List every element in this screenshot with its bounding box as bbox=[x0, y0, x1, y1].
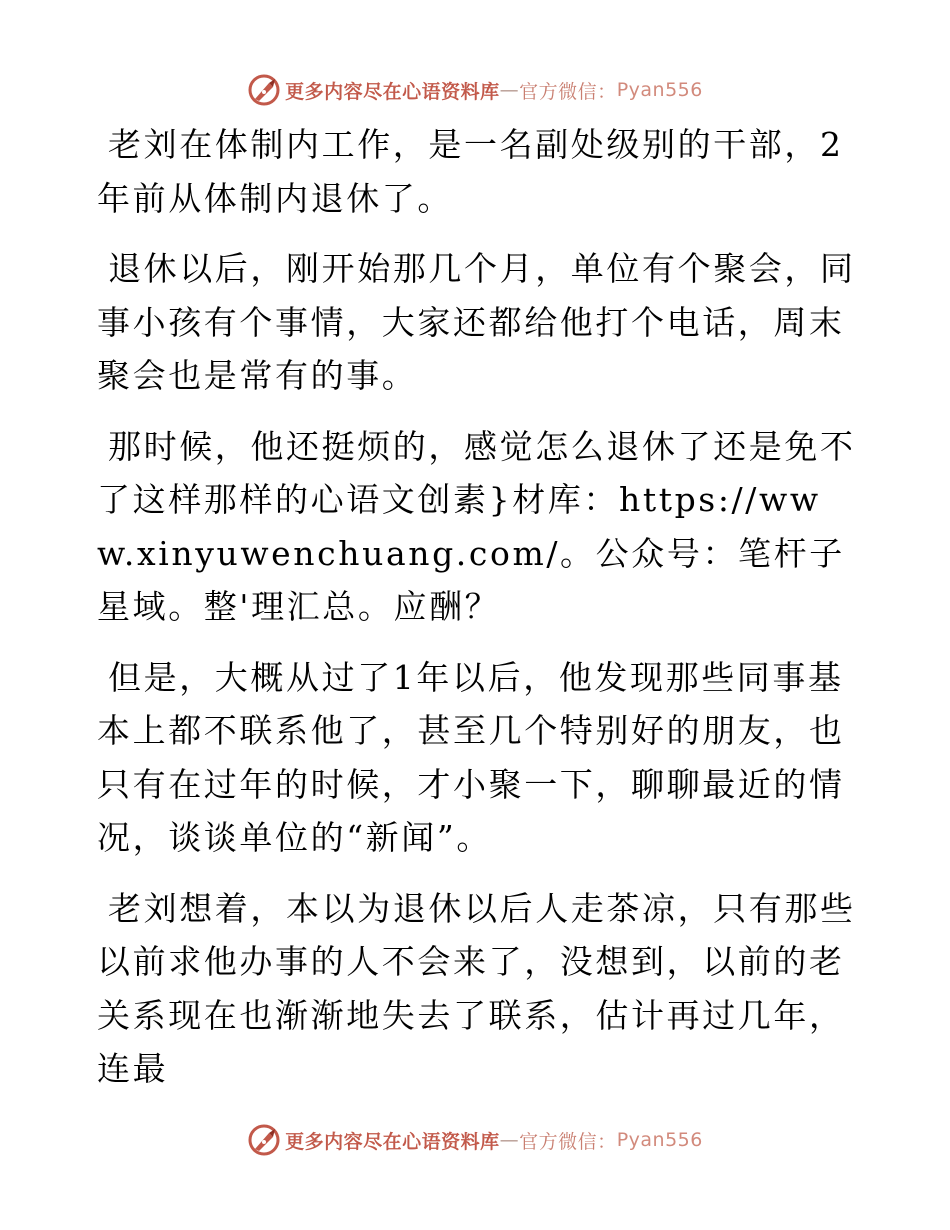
wechat-id: Pyan556 bbox=[616, 1129, 703, 1151]
banner-main-text: 更多内容尽在心语资料库 bbox=[285, 80, 500, 103]
paragraph: 老刘在体制内工作，是一名副处级别的干部，2年前从体制内退休了。 bbox=[97, 125, 844, 218]
paragraph: 退休以后，刚开始那几个月，单位有个聚会，同事小孩有个事情，大家还都给他打个电话，周末聚会也是常有的事。 bbox=[97, 249, 856, 395]
document-body bbox=[97, 118, 857, 1113]
header-banner bbox=[0, 70, 950, 110]
banner-main-text: 更多内容尽在心语资料库 bbox=[285, 1130, 500, 1153]
banner-text bbox=[285, 1127, 703, 1154]
paragraph: 老刘想着，本以为退休以后人走茶凉，只有那些以前求他办事的人不会来了，没想到，以前的老关系现在也渐渐地失去了联系，估计再过几年，连最 bbox=[97, 888, 856, 1088]
banner-separator: — bbox=[499, 1129, 520, 1151]
wechat-label: 官方微信： bbox=[519, 80, 617, 103]
wechat-id: Pyan556 bbox=[616, 79, 703, 101]
paragraph: 但是，大概从过了1年以后，他发现那些同事基本上都不联系他了，甚至几个特别好的朋友，也只有在过年的时候，才小聚一下，聊聊最近的情况，谈谈单位的“新闻”。 bbox=[97, 657, 845, 857]
pen-nib-logo-icon bbox=[247, 73, 281, 107]
pen-nib-logo-icon bbox=[247, 1123, 281, 1157]
banner-text bbox=[285, 77, 703, 104]
banner-separator: — bbox=[499, 79, 520, 101]
paragraph: 那时候，他还挺烦的，感觉怎么退休了还是免不了这样那样的心语文创素}材库：https://www.xinyuwenchuang.com/。公众号：笔杆子星域。整'理汇总。应酬？ bbox=[97, 426, 856, 626]
footer-banner bbox=[0, 1120, 950, 1160]
wechat-label: 官方微信： bbox=[519, 1130, 617, 1153]
